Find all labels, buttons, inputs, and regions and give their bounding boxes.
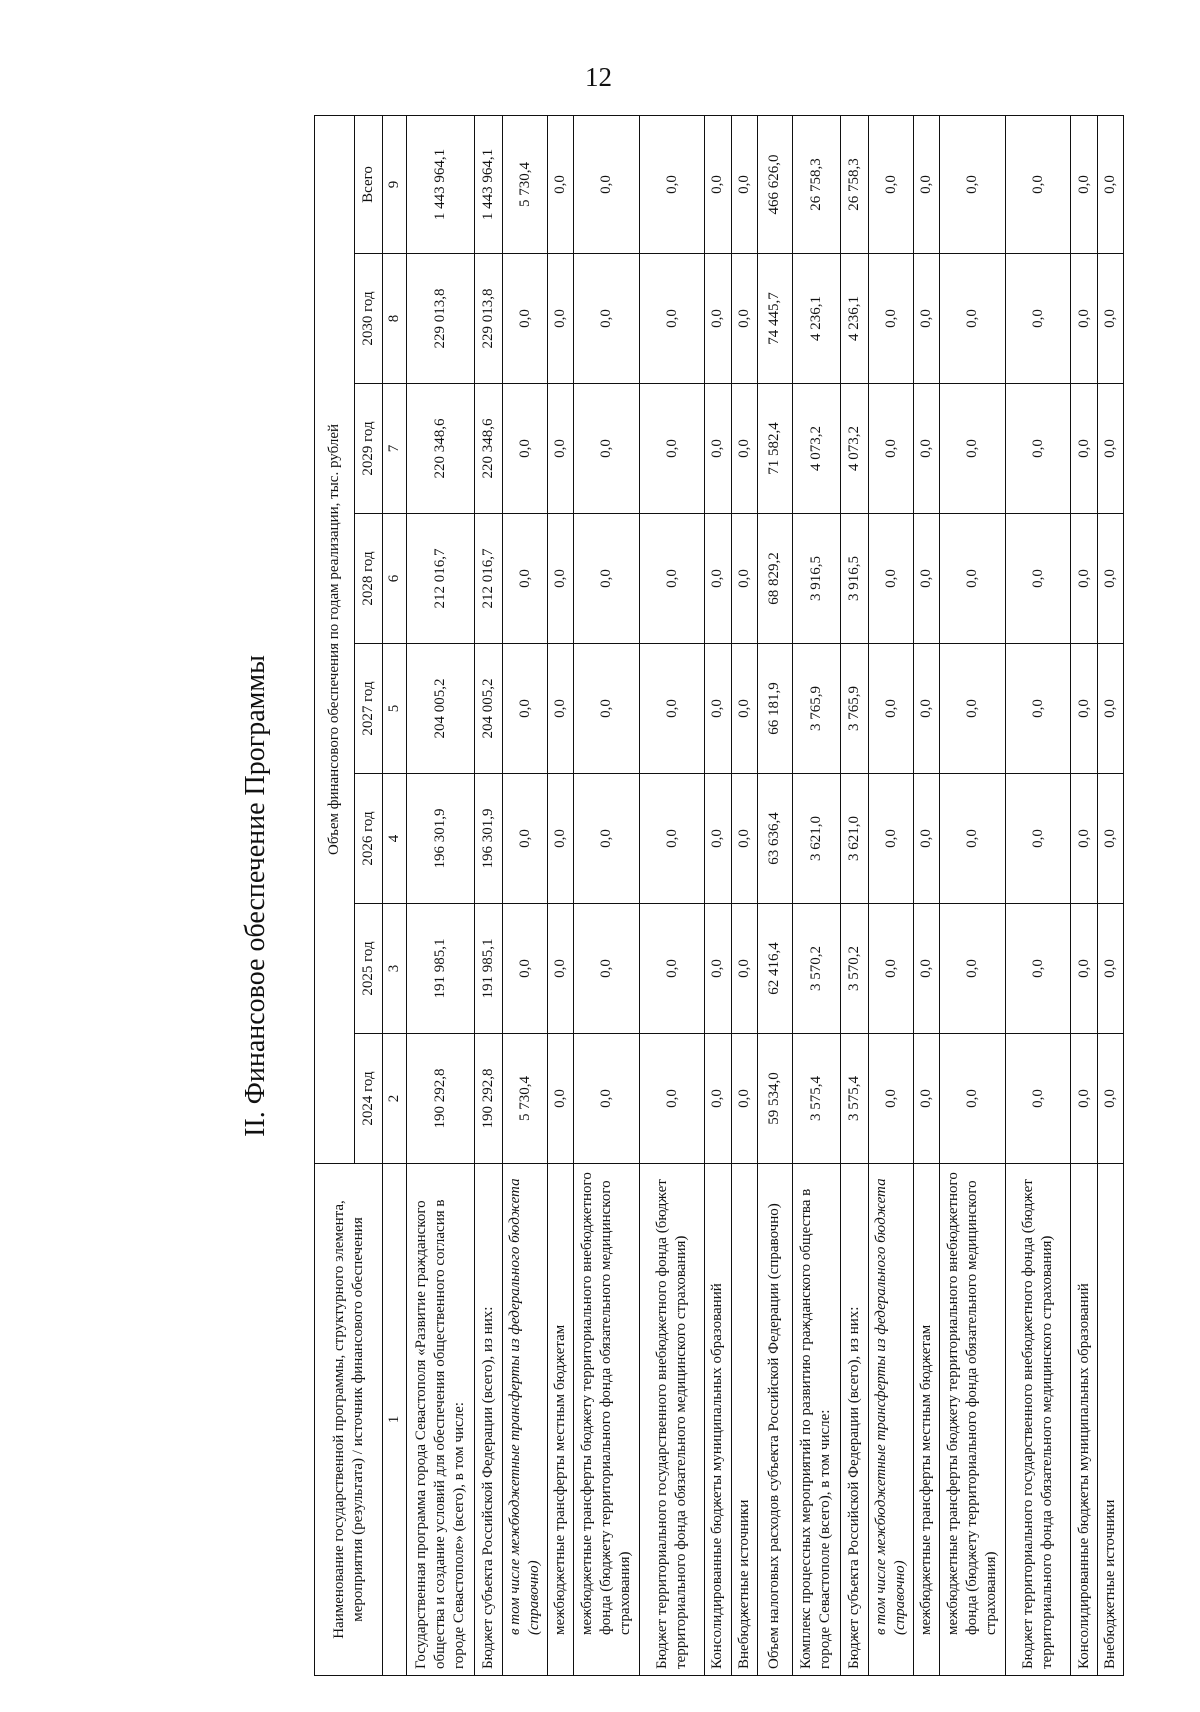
column-number: 8	[383, 254, 407, 384]
row-year-value: 0,0	[1005, 384, 1071, 514]
row-year-value: 0,0	[869, 644, 914, 774]
table-row	[639, 115, 705, 1675]
table-row	[792, 115, 840, 1675]
row-year-value: 0,0	[503, 774, 548, 904]
column-number: 2	[383, 1034, 407, 1164]
page-number: 12	[585, 62, 612, 92]
row-source-name: Консолидированные бюджеты муниципальных образований	[1071, 1164, 1097, 1676]
row-year-value: 68 829,2	[757, 514, 792, 644]
row-year-value: 0,0	[639, 514, 705, 644]
row-year-value: 0,0	[914, 774, 940, 904]
row-year-value: 0,0	[639, 1034, 705, 1164]
table-row	[705, 115, 731, 1675]
table-row	[1005, 115, 1071, 1675]
row-total-value: 0,0	[1097, 115, 1123, 253]
row-year-value: 0,0	[940, 254, 1006, 384]
row-year-value: 0,0	[1071, 774, 1097, 904]
row-year-value: 0,0	[1097, 904, 1123, 1034]
row-year-value: 0,0	[869, 904, 914, 1034]
table-row	[840, 115, 868, 1675]
row-year-value: 0,0	[1071, 904, 1097, 1034]
row-year-value: 0,0	[705, 644, 731, 774]
row-year-value: 190 292,8	[474, 1034, 502, 1164]
financial-table	[314, 115, 1124, 1676]
row-year-value: 0,0	[1071, 1034, 1097, 1164]
row-year-value: 0,0	[940, 384, 1006, 514]
row-total-value: 0,0	[1005, 115, 1071, 253]
row-year-value: 196 301,9	[407, 774, 475, 904]
row-year-value: 0,0	[1071, 384, 1097, 514]
row-year-value: 0,0	[869, 384, 914, 514]
row-year-value: 4 073,2	[840, 384, 868, 514]
row-total-value: 5 730,4	[503, 115, 548, 253]
row-year-value: 0,0	[503, 904, 548, 1034]
row-year-value: 0,0	[574, 904, 640, 1034]
row-year-value: 74 445,7	[757, 254, 792, 384]
row-year-value: 0,0	[731, 904, 757, 1034]
column-number: 3	[383, 904, 407, 1034]
row-year-value: 0,0	[547, 514, 573, 644]
row-year-value: 0,0	[914, 514, 940, 644]
row-year-value: 0,0	[731, 384, 757, 514]
table-row	[869, 115, 914, 1675]
row-year-value: 3 621,0	[840, 774, 868, 904]
row-year-value: 0,0	[574, 384, 640, 514]
row-year-value: 0,0	[503, 254, 548, 384]
row-year-value: 0,0	[705, 384, 731, 514]
table-row	[731, 115, 757, 1675]
header-year: 2028 год	[355, 514, 383, 644]
header-total: Всего	[355, 115, 383, 253]
row-source-name: Внебюджетные источники	[731, 1164, 757, 1676]
row-year-value: 0,0	[547, 1034, 573, 1164]
row-year-value: 0,0	[731, 254, 757, 384]
row-year-value: 204 005,2	[474, 644, 502, 774]
table-row	[474, 115, 502, 1675]
table-row	[1097, 115, 1123, 1675]
table-row	[574, 115, 640, 1675]
row-year-value: 0,0	[639, 384, 705, 514]
column-number: 7	[383, 384, 407, 514]
row-year-value: 212 016,7	[474, 514, 502, 644]
column-numbers-row	[383, 115, 407, 1675]
row-year-value: 212 016,7	[407, 514, 475, 644]
row-year-value: 0,0	[1097, 1034, 1123, 1164]
row-year-value: 0,0	[503, 644, 548, 774]
row-total-value: 1 443 964,1	[474, 115, 502, 253]
row-year-value: 3 765,9	[792, 644, 840, 774]
row-year-value: 0,0	[731, 644, 757, 774]
row-year-value: 0,0	[940, 644, 1006, 774]
table-row	[940, 115, 1006, 1675]
row-year-value: 0,0	[639, 774, 705, 904]
row-source-name: Бюджет субъекта Российской Федерации (всего), из них:	[840, 1164, 868, 1676]
row-total-value: 0,0	[574, 115, 640, 253]
row-total-value: 1 443 964,1	[407, 115, 475, 253]
row-year-value: 0,0	[731, 774, 757, 904]
row-source-name: Государственная программа города Севастополя «Развитие гражданского общества и создание условий для обеспечения общественного согласия в городе Севастополе» (всего), в том числе:	[407, 1164, 475, 1676]
row-year-value: 3 621,0	[792, 774, 840, 904]
row-year-value: 0,0	[731, 514, 757, 644]
column-number: 5	[383, 644, 407, 774]
rotated-page-content	[236, 116, 1124, 1676]
row-total-value: 26 758,3	[840, 115, 868, 253]
row-source-name: Комплекс процессных мероприятий по развитию гражданского общества в городе Севастополе (всего), в том числе:	[792, 1164, 840, 1676]
row-source-name: межбюджетные трансферты бюджету территориального внебюджетного фонда (бюджету территориального фонда обязательного медицинского страхования)	[940, 1164, 1006, 1676]
column-number: 6	[383, 514, 407, 644]
row-source-name: Объем налоговых расходов субъекта Российской Федерации (справочно)	[757, 1164, 792, 1676]
table-row	[503, 115, 548, 1675]
row-year-value: 0,0	[731, 1034, 757, 1164]
row-year-value: 0,0	[940, 904, 1006, 1034]
row-year-value: 196 301,9	[474, 774, 502, 904]
row-source-name: Внебюджетные источники	[1097, 1164, 1123, 1676]
row-year-value: 0,0	[503, 514, 548, 644]
row-year-value: 0,0	[1071, 514, 1097, 644]
column-number: 1	[383, 1164, 407, 1676]
row-year-value: 0,0	[940, 1034, 1006, 1164]
row-year-value: 0,0	[1071, 254, 1097, 384]
row-year-value: 191 985,1	[407, 904, 475, 1034]
row-year-value: 0,0	[1005, 644, 1071, 774]
row-year-value: 220 348,6	[474, 384, 502, 514]
row-year-value: 66 181,9	[757, 644, 792, 774]
row-total-value: 466 626,0	[757, 115, 792, 253]
row-year-value: 0,0	[914, 384, 940, 514]
row-year-value: 0,0	[503, 384, 548, 514]
table-row	[407, 115, 475, 1675]
row-year-value: 4 073,2	[792, 384, 840, 514]
row-year-value: 62 416,4	[757, 904, 792, 1034]
table-row	[547, 115, 573, 1675]
section-title: II. Финансовое обеспечение Программы	[240, 655, 271, 1137]
column-number: 4	[383, 774, 407, 904]
row-total-value: 0,0	[547, 115, 573, 253]
row-year-value: 0,0	[1005, 254, 1071, 384]
row-year-value: 0,0	[705, 1034, 731, 1164]
row-year-value: 4 236,1	[840, 254, 868, 384]
row-year-value: 63 636,4	[757, 774, 792, 904]
row-year-value: 0,0	[574, 1034, 640, 1164]
table-row	[914, 115, 940, 1675]
header-volume: Объем финансового обеспечения по годам реализации, тыс. рублей	[315, 115, 355, 1163]
row-year-value: 191 985,1	[474, 904, 502, 1034]
row-year-value: 4 236,1	[792, 254, 840, 384]
row-year-value: 3 575,4	[840, 1034, 868, 1164]
row-total-value: 0,0	[914, 115, 940, 253]
row-year-value: 0,0	[705, 774, 731, 904]
header-year: 2027 год	[355, 644, 383, 774]
row-year-value: 220 348,6	[407, 384, 475, 514]
row-year-value: 190 292,8	[407, 1034, 475, 1164]
row-year-value: 0,0	[639, 644, 705, 774]
row-year-value: 0,0	[1071, 644, 1097, 774]
table-row	[757, 115, 792, 1675]
row-year-value: 0,0	[1097, 254, 1123, 384]
row-year-value: 0,0	[1097, 514, 1123, 644]
row-year-value: 3 916,5	[840, 514, 868, 644]
row-year-value: 0,0	[574, 254, 640, 384]
header-year: 2029 год	[355, 384, 383, 514]
column-number: 9	[383, 115, 407, 253]
row-year-value: 0,0	[914, 904, 940, 1034]
row-source-name: в том числе межбюджетные трансферты из федерального бюджета (справочно)	[869, 1164, 914, 1676]
row-year-value: 59 534,0	[757, 1034, 792, 1164]
row-year-value: 0,0	[705, 254, 731, 384]
row-year-value: 0,0	[1097, 644, 1123, 774]
row-total-value: 0,0	[731, 115, 757, 253]
row-source-name: Бюджет территориального государственного внебюджетного фонда (бюджет территориального фонда обязательного медицинского страхования)	[1005, 1164, 1071, 1676]
row-source-name: межбюджетные трансферты бюджету территориального внебюджетного фонда (бюджету территориального фонда обязательного медицинского страхования)	[574, 1164, 640, 1676]
row-year-value: 0,0	[639, 254, 705, 384]
row-source-name: Консолидированные бюджеты муниципальных образований	[705, 1164, 731, 1676]
row-year-value: 3 575,4	[792, 1034, 840, 1164]
row-total-value: 0,0	[1071, 115, 1097, 253]
row-year-value: 0,0	[705, 514, 731, 644]
row-year-value: 0,0	[914, 1034, 940, 1164]
row-year-value: 0,0	[1005, 774, 1071, 904]
row-year-value: 3 570,2	[792, 904, 840, 1034]
row-year-value: 0,0	[1005, 904, 1071, 1034]
row-year-value: 0,0	[940, 514, 1006, 644]
row-year-value: 5 730,4	[503, 1034, 548, 1164]
row-total-value: 26 758,3	[792, 115, 840, 253]
row-year-value: 0,0	[574, 644, 640, 774]
row-year-value: 0,0	[574, 514, 640, 644]
header-year: 2030 год	[355, 254, 383, 384]
header-name: Наименование государственной программы, структурного элемента, мероприятия (результата) / источник финансового обеспечения	[315, 1164, 383, 1676]
header-year: 2025 год	[355, 904, 383, 1034]
row-year-value: 229 013,8	[407, 254, 475, 384]
row-year-value: 0,0	[547, 254, 573, 384]
row-year-value: 0,0	[1097, 774, 1123, 904]
row-year-value: 0,0	[940, 774, 1006, 904]
row-source-name: межбюджетные трансферты местным бюджетам	[547, 1164, 573, 1676]
row-year-value: 0,0	[547, 384, 573, 514]
row-source-name: в том числе межбюджетные трансферты из федерального бюджета (справочно)	[503, 1164, 548, 1676]
row-total-value: 0,0	[705, 115, 731, 253]
row-year-value: 0,0	[574, 774, 640, 904]
row-year-value: 0,0	[869, 254, 914, 384]
row-year-value: 0,0	[705, 904, 731, 1034]
row-total-value: 0,0	[869, 115, 914, 253]
row-year-value: 0,0	[547, 904, 573, 1034]
row-year-value: 71 582,4	[757, 384, 792, 514]
row-year-value: 0,0	[547, 774, 573, 904]
row-year-value: 0,0	[869, 774, 914, 904]
row-year-value: 3 570,2	[840, 904, 868, 1034]
row-year-value: 0,0	[1005, 1034, 1071, 1164]
row-year-value: 0,0	[869, 1034, 914, 1164]
row-total-value: 0,0	[940, 115, 1006, 253]
header-year: 2026 год	[355, 774, 383, 904]
row-source-name: Бюджет субъекта Российской Федерации (всего), из них:	[474, 1164, 502, 1676]
row-year-value: 0,0	[547, 644, 573, 774]
row-year-value: 204 005,2	[407, 644, 475, 774]
row-year-value: 0,0	[869, 514, 914, 644]
row-year-value: 0,0	[1097, 384, 1123, 514]
row-year-value: 3 916,5	[792, 514, 840, 644]
row-source-name: Бюджет территориального государственного внебюджетного фонда (бюджет территориального фонда обязательного медицинского страхования)	[639, 1164, 705, 1676]
table-row	[1071, 115, 1097, 1675]
row-total-value: 0,0	[639, 115, 705, 253]
row-year-value: 0,0	[639, 904, 705, 1034]
header-year: 2024 год	[355, 1034, 383, 1164]
row-year-value: 3 765,9	[840, 644, 868, 774]
table-body	[407, 115, 1124, 1675]
row-year-value: 229 013,8	[474, 254, 502, 384]
row-year-value: 0,0	[914, 254, 940, 384]
row-year-value: 0,0	[914, 644, 940, 774]
row-year-value: 0,0	[1005, 514, 1071, 644]
row-source-name: межбюджетные трансферты местным бюджетам	[914, 1164, 940, 1676]
